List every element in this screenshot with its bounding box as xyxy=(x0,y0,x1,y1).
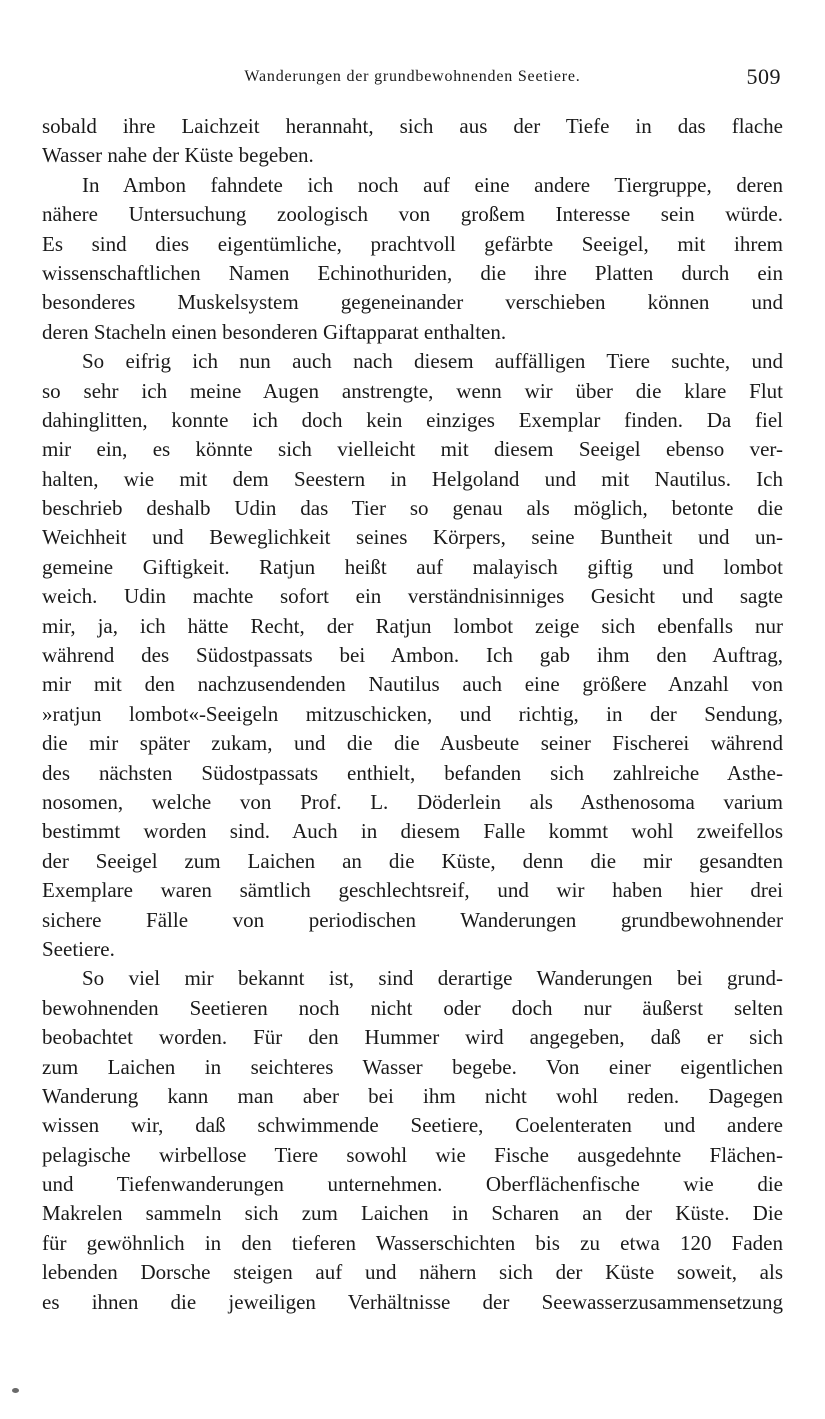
text-line: mir, ja, ich hätte Recht, der Ratjun lombot zeige sich ebenfalls nur xyxy=(42,613,783,638)
text-line: dahinglitten, konnte ich doch kein einziges Exemplar finden. Da fiel xyxy=(42,407,783,432)
text-line: Weichheit und Beweglichkeit seines Körpers, seine Buntheit und un- xyxy=(42,525,783,550)
text-line: des nächsten Südostpassats enthielt, befanden sich zahlreiche Asthe- xyxy=(42,760,783,785)
text-line: So eifrig ich nun auch nach diesem auffälligen Tiere suchte, und xyxy=(82,349,783,374)
running-title: Wanderungen der grundbewohnenden Seetiere. xyxy=(244,68,581,85)
text-line: bewohnenden Seetieren noch nicht oder doch nur äußerst selten xyxy=(42,995,783,1020)
text-line: sobald ihre Laichzeit herannaht, sich aus der Tiefe in das flache xyxy=(42,114,783,138)
paragraph xyxy=(42,171,783,347)
text-line: Seetiere. xyxy=(42,936,115,961)
page-number: 509 xyxy=(746,64,781,89)
page-body xyxy=(42,112,783,1317)
text-line: die mir später zukam, und die die Ausbeute seiner Fischerei während xyxy=(42,731,783,756)
text-line: Es sind dies eigentümliche, prachtvoll gefärbte Seeigel, mit ihrem xyxy=(42,231,783,256)
text-line: bestimmt worden sind. Auch in diesem Falle kommt wohl zweifellos xyxy=(42,819,783,844)
text-line: zum Laichen in seichteres Wasser begebe. Von einer eigentlichen xyxy=(42,1054,783,1079)
text-line: »ratjun lombot«-Seeigeln mitzuschicken, und richtig, in der Sendung, xyxy=(42,701,783,726)
text-line: wissenschaftlichen Namen Echinothuriden, die ihre Platten durch ein xyxy=(42,260,783,285)
text-line: besonderes Muskelsystem gegeneinander verschieben können und xyxy=(42,290,783,315)
text-line: deren Stacheln einen besonderen Giftapparat enthalten. xyxy=(42,319,507,344)
paragraph xyxy=(42,112,783,171)
text-line: beschrieb deshalb Udin das Tier so genau als möglich, betonte die xyxy=(42,496,783,521)
text-line: nähere Untersuchung zoologisch von großem Interesse sein würde. xyxy=(42,202,783,227)
paragraph xyxy=(42,347,783,964)
text-line: So viel mir bekannt ist, sind derartige Wanderungen bei grund- xyxy=(82,966,783,991)
text-line: mir mit den nachzusendenden Nautilus auch eine größere Anzahl von xyxy=(42,672,783,697)
text-line: für gewöhnlich in den tieferen Wasserschichten bis zu etwa 120 Faden xyxy=(42,1230,783,1255)
text-line: der Seeigel zum Laichen an die Küste, denn die mir gesandten xyxy=(42,848,783,873)
text-line: Makrelen sammeln sich zum Laichen in Scharen an der Küste. Die xyxy=(42,1201,783,1226)
text-line: mir ein, es könnte sich vielleicht mit diesem Seeigel ebenso ver- xyxy=(42,437,783,462)
text-line: es ihnen die jeweiligen Verhältnisse der Seewasserzusammensetzung xyxy=(42,1289,783,1314)
text-line: während des Südostpassats bei Ambon. Ich gab ihm den Auftrag, xyxy=(42,643,783,668)
text-line: Exemplare waren sämtlich geschlechtsreif, und wir haben hier drei xyxy=(42,878,783,903)
text-line: weich. Udin machte sofort ein verständnisinniges Gesicht und sagte xyxy=(42,584,783,609)
text-line: und Tiefenwanderungen unternehmen. Oberflächenfische wie die xyxy=(42,1172,783,1197)
text-line: nosomen, welche von Prof. L. Döderlein als Asthenosoma varium xyxy=(42,789,783,814)
text-line: gemeine Giftigkeit. Ratjun heißt auf malayisch giftig und lombot xyxy=(42,554,783,579)
text-line: In Ambon fahndete ich noch auf eine andere Tiergruppe, deren xyxy=(82,172,783,197)
paragraph xyxy=(42,964,783,1317)
text-line: so sehr ich meine Augen anstrengte, wenn wir über die klare Flut xyxy=(42,378,783,403)
text-line: sichere Fälle von periodischen Wanderungen grundbewohnender xyxy=(42,907,783,932)
running-head xyxy=(40,64,785,94)
text-line: halten, wie mit dem Seestern in Helgoland und mit Nautilus. Ich xyxy=(42,466,783,491)
text-line: Wasser nahe der Küste begeben. xyxy=(42,143,314,168)
text-line: beobachtet worden. Für den Hummer wird angegeben, daß er sich xyxy=(42,1025,783,1050)
text-line: lebenden Dorsche steigen auf und nähern sich der Küste soweit, als xyxy=(42,1260,783,1285)
ink-speck xyxy=(12,1388,19,1393)
text-line: Wanderung kann man aber bei ihm nicht wohl reden. Dagegen xyxy=(42,1083,783,1108)
text-line: pelagische wirbellose Tiere sowohl wie Fische ausgedehnte Flächen- xyxy=(42,1142,783,1167)
text-line: wissen wir, daß schwimmende Seetiere, Coelenteraten und andere xyxy=(42,1113,783,1138)
